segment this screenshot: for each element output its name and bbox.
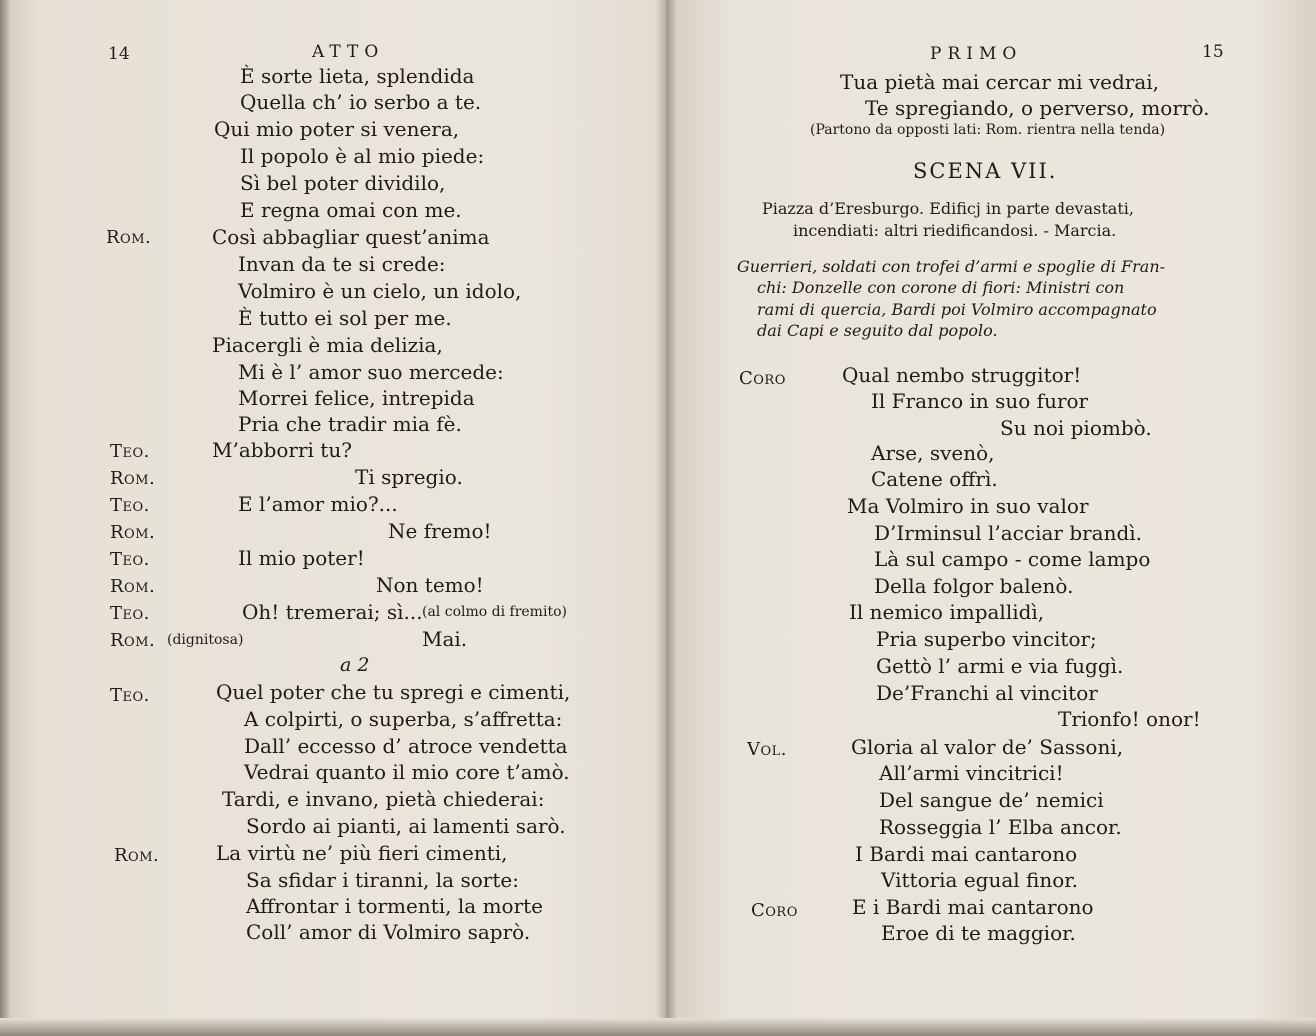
running-head: ATTO [312,42,385,62]
verse-line: Arse, svenò, [871,441,995,465]
speaker-label: Teo. [110,685,150,706]
verse-line: Pria che tradir mia fè. [238,412,462,436]
verse-line: Dall’ eccesso d’ atroce vendetta [244,734,568,758]
verse-line: Quel poter che tu spregi e cimenti, [216,680,571,704]
verse-line: Il mio poter! [238,546,365,570]
stage-direction: (Partono da opposti lati: Rom. rientra nella tenda) [810,122,1166,138]
verse-line: Il Franco in suo furor [871,389,1089,413]
a-due-marker: a 2 [340,654,370,676]
verse-line: È sorte lieta, splendida [240,64,475,88]
right-page [677,0,1307,1010]
verse-line: Gloria al valor de’ Sassoni, [851,735,1124,759]
verse-line: Il nemico impallidì, [849,600,1045,624]
speaker-label: Teo. [110,495,150,516]
speaker-label: Rom. [106,227,152,248]
verse-line: La virtù ne’ più fieri cimenti, [216,841,508,865]
verse-line: Del sangue de’ nemici [879,788,1104,812]
speaker-label: Rom. [110,522,156,543]
verse-line: Catene offrì. [871,467,998,491]
stage-direction: (al colmo di fremito) [422,604,567,620]
verse-line: A colpirti, o superba, s’affretta: [244,707,563,731]
running-head: PRIMO [930,44,1023,64]
stage-direction: (dignitosa) [167,632,244,648]
verse-line: Coll’ amor di Volmiro saprò. [246,920,531,944]
verse-line: E l’amor mio?... [238,492,398,516]
verse-line: Là sul campo - come lampo [874,547,1151,571]
verse-line: Oh! tremerai; sì... [242,600,423,624]
verse-line: Qui mio poter si venera, [214,117,460,141]
verse-line: Quella ch’ io serbo a te. [240,90,482,114]
verse-line: Eroe di te maggior. [881,921,1076,945]
page-number: 14 [108,44,130,64]
speaker-label: Rom. [110,468,156,489]
verse-line: Non temo! [376,573,484,597]
verse-line: E i Bardi mai cantarono [852,895,1094,919]
speaker-label: Coro [739,368,786,389]
book-gutter [655,0,677,1036]
speaker-label: Rom. [110,630,156,651]
verse-line: Tardi, e invano, pietà chiederai: [222,787,545,811]
speaker-label: Coro [751,900,798,921]
verse-line: Vittoria egual finor. [881,868,1079,892]
left-page [10,0,655,1010]
verse-line: Ma Volmiro in suo valor [847,494,1089,518]
verse-line: I Bardi mai cantarono [855,842,1078,866]
verse-line: Sordo ai pianti, ai lamenti sarò. [246,814,566,838]
stage-italic: chi: Donzelle con corone di fiori: Ministri con [757,278,1125,297]
speaker-label: Vol. [747,739,788,760]
verse-line: Sa sfidar i tiranni, la sorte: [246,868,519,892]
speaker-label: Rom. [110,576,156,597]
verse-line: È tutto ei sol per me. [238,306,452,330]
scene-description: Piazza d’Eresburgo. Edificj in parte devastati, [762,199,1134,218]
verse-line: Pria superbo vincitor; [876,627,1097,651]
verse-line: Trionfo! onor! [1058,707,1201,731]
verse-line: E regna omai con me. [240,198,462,222]
page-number: 15 [1202,42,1224,62]
verse-line: De’Franchi al vincitor [876,681,1098,705]
verse-line: Su noi piombò. [1000,416,1152,440]
verse-line: Il popolo è al mio piede: [240,144,485,168]
verse-line: Qual nembo struggitor! [842,363,1082,387]
verse-line: Tua pietà mai cercar mi vedrai, [840,70,1160,94]
verse-line: Affrontar i tormenti, la morte [246,894,544,918]
verse-line: Vedrai quanto il mio core t’amò. [244,760,570,784]
book-edge-bottom [0,1018,1316,1036]
verse-line: D’Irminsul l’acciar brandì. [874,521,1143,545]
speaker-label: Teo. [110,549,150,570]
verse-line: Rosseggia l’ Elba ancor. [879,815,1122,839]
stage-italic: rami di quercia, Bardi poi Volmiro accompagnato [757,300,1157,319]
verse-line: Della folgor balenò. [874,574,1074,598]
scene-heading: SCENA VII. [913,159,1058,183]
verse-line: Te spregiando, o perverso, morrò. [865,96,1210,120]
verse-line: M’abborri tu? [212,438,352,462]
book-edge-left [0,0,10,1036]
verse-line: Mi è l’ amor suo mercede: [238,360,504,384]
verse-line: Ne fremo! [388,519,492,543]
stage-italic: Guerrieri, soldati con trofei d’armi e spoglie di Fran- [737,257,1166,276]
verse-line: Mai. [422,627,468,651]
verse-line: Invan da te si crede: [238,252,446,276]
scene-description: incendiati: altri riedificandosi. - Marcia. [793,221,1117,240]
speaker-label: Rom. [114,845,160,866]
verse-line: Piacergli è mia delizia, [212,333,443,357]
verse-line: Volmiro è un cielo, un idolo, [238,279,522,303]
speaker-label: Teo. [110,603,150,624]
verse-line: All’armi vincitrici! [879,761,1064,785]
speaker-label: Teo. [110,441,150,462]
verse-line: Ti spregio. [355,465,463,489]
verse-line: Così abbagliar quest’anima [212,225,490,249]
verse-line: Morrei felice, intrepida [238,386,475,410]
verse-line: Sì bel poter dividilo, [240,171,446,195]
stage-italic: dai Capi e seguito dal popolo. [757,321,998,340]
verse-line: Gettò l’ armi e via fuggì. [876,654,1124,678]
